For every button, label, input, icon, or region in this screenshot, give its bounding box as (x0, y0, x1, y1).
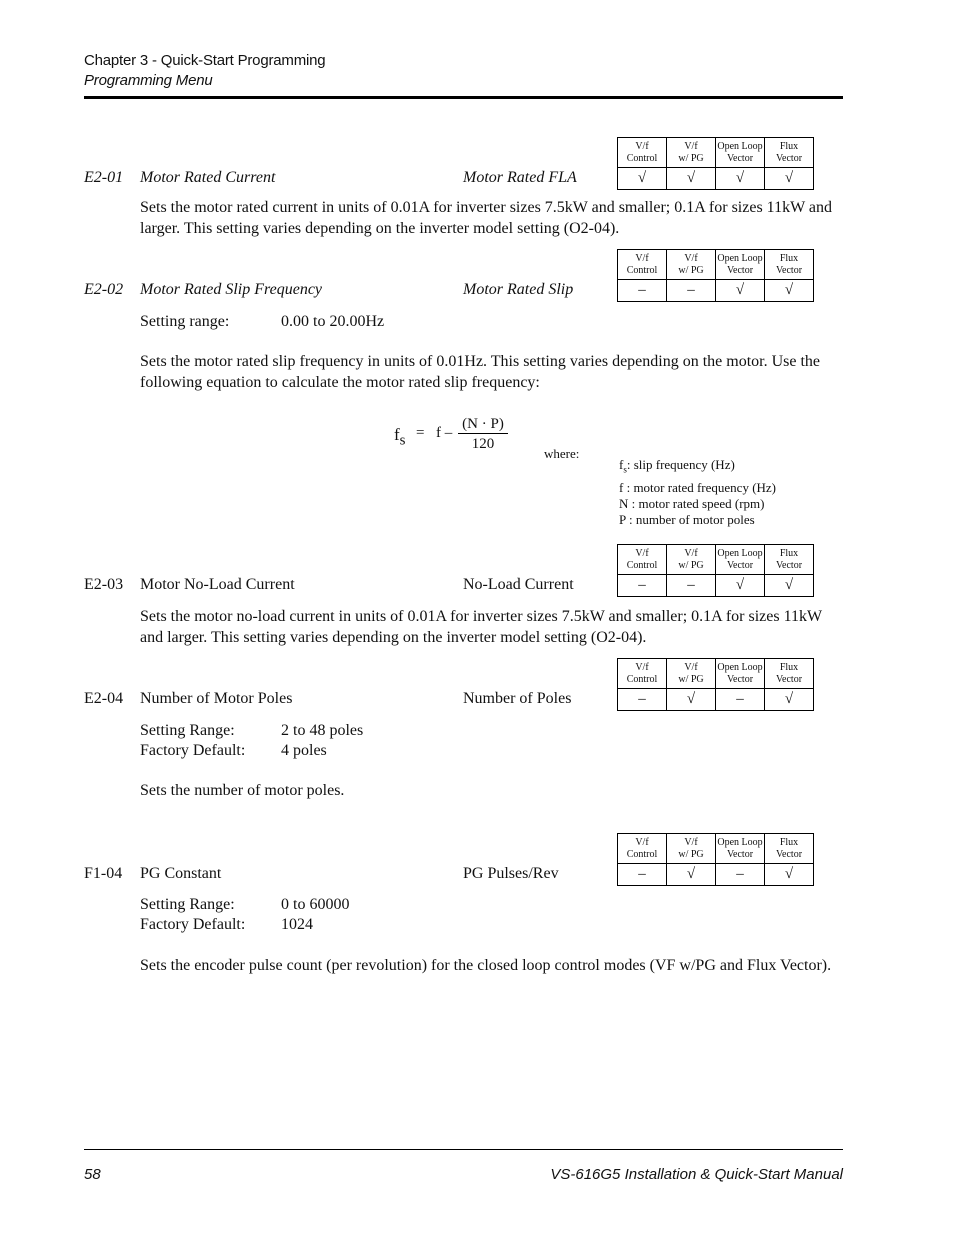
manual-title: VS-616G5 Installation & Quick-Start Manual (550, 1166, 843, 1183)
mode-cell: √ (618, 168, 667, 190)
default-value: 1024 (281, 916, 313, 933)
equation-numerator: (N · P) (458, 416, 508, 434)
param-code: F1-04 (84, 865, 123, 882)
col-vf-control: V/f Control (618, 834, 667, 864)
col-flux-vector: Flux Vector (765, 834, 814, 864)
col-vf-control: V/f Control (618, 545, 667, 575)
equation-equals: = (416, 425, 425, 441)
mode-cell: – (667, 575, 716, 597)
mode-cell: √ (765, 575, 814, 597)
mode-cell: √ (667, 689, 716, 711)
param-description: Sets the encoder pulse count (per revolution) for the closed loop control modes (VF w/PG and Flux Vector). (140, 957, 832, 974)
param-description: Sets the number of motor poles. (140, 782, 345, 799)
page-number: 58 (84, 1166, 101, 1183)
equation-where: where: (544, 446, 580, 461)
col-flux-vector: Flux Vector (765, 545, 814, 575)
col-vf-control: V/f Control (618, 138, 667, 168)
col-flux-vector: Flux Vector (765, 659, 814, 689)
col-vf-pg: V/f w/ PG (667, 250, 716, 280)
col-flux-vector: Flux Vector (765, 138, 814, 168)
col-vf-pg: V/f w/ PG (667, 545, 716, 575)
param-display: Motor Rated FLA (463, 169, 577, 186)
chapter-title: Chapter 3 - Quick-Start Programming (84, 52, 326, 69)
equation-denominator: 120 (471, 436, 495, 452)
legend-n: N : motor rated speed (rpm) (619, 496, 765, 511)
mode-cell: √ (716, 168, 765, 190)
param-code: E2-01 (84, 169, 124, 186)
legend-p: P : number of motor poles (619, 512, 755, 527)
col-vf-control: V/f Control (618, 250, 667, 280)
param-display: Motor Rated Slip (463, 281, 574, 298)
control-mode-table (617, 249, 814, 302)
section-title: Programming Menu (84, 72, 213, 89)
control-mode-table (617, 137, 814, 190)
col-vf-pg: V/f w/ PG (667, 659, 716, 689)
param-code: E2-03 (84, 576, 124, 593)
param-description: Sets the motor rated current in units of 0.01A for inverter sizes 7.5kW and smaller; 0.1A for sizes 11kW and larger. This setting varies depending on the inverter model setting (O2-04). (140, 199, 832, 237)
footer-rule (84, 1149, 843, 1150)
param-name: Motor Rated Slip Frequency (140, 281, 323, 298)
param-display: No-Load Current (463, 576, 574, 593)
col-vf-control: V/f Control (618, 659, 667, 689)
range-value: 0 to 60000 (281, 896, 350, 913)
equation-lhs: $f_s$ (394, 425, 406, 449)
mode-cell: √ (765, 864, 814, 886)
param-display: Number of Poles (463, 690, 572, 707)
mode-cell: √ (716, 280, 765, 302)
col-vf-pg: V/f w/ PG (667, 138, 716, 168)
col-open-loop-vector: Open Loop Vector (716, 250, 765, 280)
mode-cell: √ (765, 168, 814, 190)
mode-cell: – (667, 280, 716, 302)
mode-cell: √ (667, 864, 716, 886)
mode-cell: √ (667, 168, 716, 190)
col-open-loop-vector: Open Loop Vector (716, 545, 765, 575)
mode-cell: – (618, 864, 667, 886)
col-open-loop-vector: Open Loop Vector (716, 138, 765, 168)
control-mode-table (617, 544, 814, 597)
param-description: Sets the motor no-load current in units of 0.01A for inverter sizes 7.5kW and smaller; 0.1A for sizes 11kW and larger. This setting varies depending on the inverter model setting (O2-04). (140, 608, 822, 646)
param-description: Sets the motor rated slip frequency in units of 0.01Hz. This setting varies depending on the motor. Use the following equation to calculate the motor rated slip frequency: (140, 353, 821, 391)
param-name: Number of Motor Poles (140, 690, 293, 707)
mode-cell: – (618, 575, 667, 597)
mode-cell: – (618, 689, 667, 711)
range-label: Setting Range: (140, 896, 235, 913)
mode-cell: √ (716, 575, 765, 597)
range-value: 2 to 48 poles (281, 722, 364, 739)
header-rule (84, 96, 843, 99)
default-label: Factory Default: (140, 742, 246, 759)
col-open-loop-vector: Open Loop Vector (716, 659, 765, 689)
mode-cell: – (618, 280, 667, 302)
param-name: Motor No-Load Current (140, 576, 295, 593)
legend-fs: $f_s$: slip frequency (Hz) (619, 457, 735, 475)
mode-cell: √ (765, 280, 814, 302)
col-vf-pg: V/f w/ PG (667, 834, 716, 864)
col-flux-vector: Flux Vector (765, 250, 814, 280)
param-code: E2-04 (84, 690, 124, 707)
mode-cell: √ (765, 689, 814, 711)
param-code: E2-02 (84, 281, 124, 298)
control-mode-table (617, 833, 814, 886)
default-value: 4 poles (281, 742, 327, 759)
control-mode-table (617, 658, 814, 711)
param-name: PG Constant (140, 865, 222, 882)
equation-f: f – (436, 425, 453, 441)
range-label: Setting Range: (140, 722, 235, 739)
legend-f: f : motor rated frequency (Hz) (619, 480, 777, 495)
range-value: 0.00 to 20.00Hz (281, 313, 385, 330)
default-label: Factory Default: (140, 916, 246, 933)
mode-cell: – (716, 689, 765, 711)
mode-cell: – (716, 864, 765, 886)
range-label: Setting range: (140, 313, 230, 330)
param-name: Motor Rated Current (140, 169, 276, 186)
col-open-loop-vector: Open Loop Vector (716, 834, 765, 864)
param-display: PG Pulses/Rev (463, 865, 559, 882)
